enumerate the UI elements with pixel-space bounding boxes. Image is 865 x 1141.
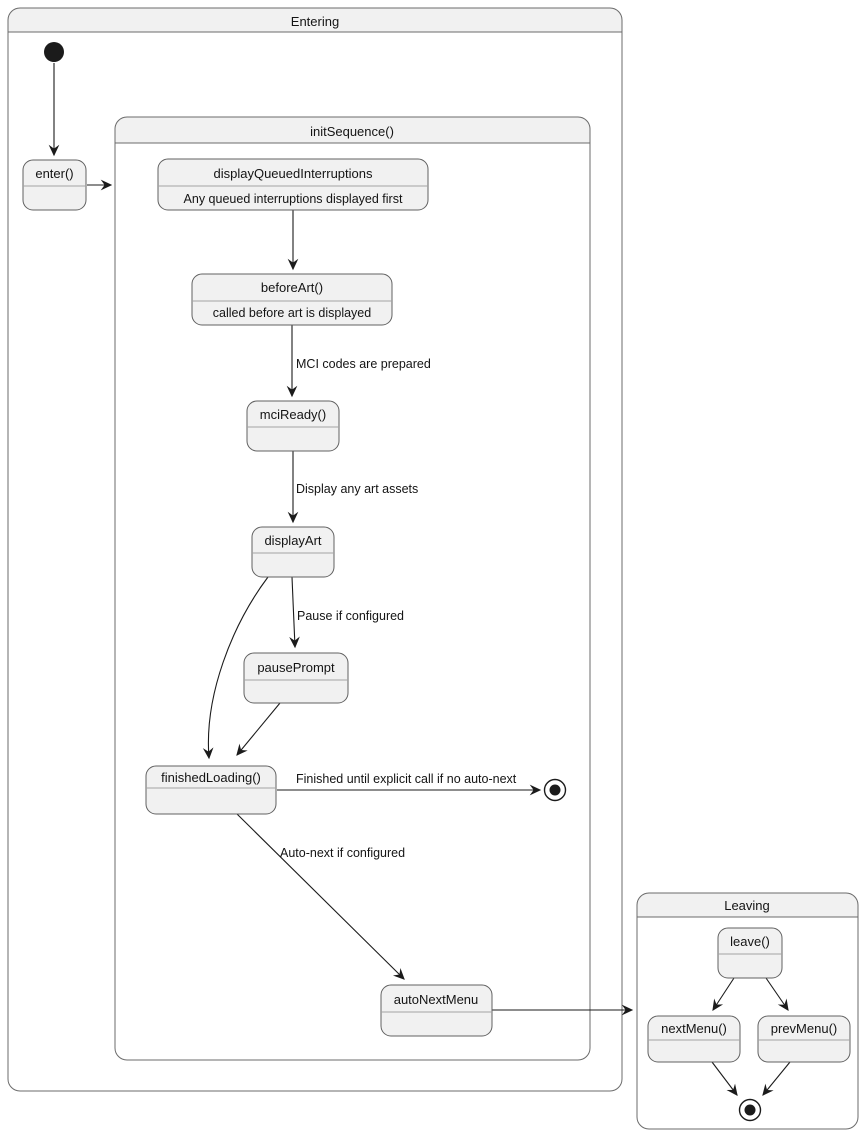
state-autonextmenu-label: autoNextMenu (393, 992, 479, 1007)
final-state-leaving (740, 1100, 761, 1121)
leaving-title: Leaving (724, 898, 770, 913)
edges (54, 63, 790, 1095)
state-prevmenu (758, 1016, 850, 1062)
state-mciready (247, 401, 339, 451)
edge-prevmenu-to-final (763, 1062, 790, 1095)
state-displayqueuedinterruptions (158, 159, 428, 210)
final-state-initsequence (545, 780, 566, 801)
final-state-inner-dot (745, 1105, 756, 1116)
state-autonextmenu (381, 985, 492, 1036)
edge-displayart-to-pauseprompt (292, 577, 295, 647)
state-leave (718, 928, 782, 978)
edge-leave-to-prevmenu (766, 978, 788, 1010)
state-leave-label: leave() (730, 934, 770, 949)
state-displayart-label: displayArt (264, 533, 322, 548)
state-enter-label: enter() (35, 166, 74, 181)
state-finishedloading (146, 766, 276, 814)
state-nextmenu-label: nextMenu() (661, 1021, 727, 1036)
edge-nextmenu-to-final (712, 1062, 737, 1095)
state-pauseprompt (244, 653, 348, 703)
edge-leave-to-nextmenu (713, 978, 734, 1010)
edge-label-pause-if-configured: Pause if configured (297, 609, 405, 623)
state-beforeart-description: called before art is displayed (212, 306, 372, 320)
edge-label-mci-prepared: MCI codes are prepared (296, 357, 431, 371)
edge-label-auto-next-if-configured: Auto-next if configured (280, 846, 406, 860)
final-state-inner-dot (550, 785, 561, 796)
edge-label-finished-until-explicit: Finished until explicit call if no auto-next (296, 772, 517, 786)
state-beforeart (192, 274, 392, 325)
edge-label-display-art-assets: Display any art assets (296, 482, 419, 496)
entering-title: Entering (290, 14, 340, 29)
state-mciready-label: mciReady() (259, 407, 327, 422)
state-pauseprompt-label: pausePrompt (257, 660, 335, 675)
state-enter (23, 160, 86, 210)
edge-finishedloading-to-autonextmenu (237, 814, 404, 979)
state-displayqueuedinterruptions-label: displayQueuedInterruptions (213, 166, 373, 181)
state-displayqueuedinterruptions-description: Any queued interruptions displayed first (183, 192, 403, 206)
initial-state-dot (44, 42, 64, 62)
state-displayart (252, 527, 334, 577)
edge-pauseprompt-to-finishedloading (237, 703, 280, 755)
state-nextmenu (648, 1016, 740, 1062)
initsequence-outline (115, 117, 590, 1060)
state-finishedloading-label: finishedLoading() (161, 770, 261, 785)
initsequence-title: initSequence() (310, 124, 394, 139)
state-beforeart-label: beforeArt() (260, 280, 324, 295)
composite-state-initsequence (115, 117, 590, 1060)
state-prevmenu-label: prevMenu() (770, 1021, 838, 1036)
